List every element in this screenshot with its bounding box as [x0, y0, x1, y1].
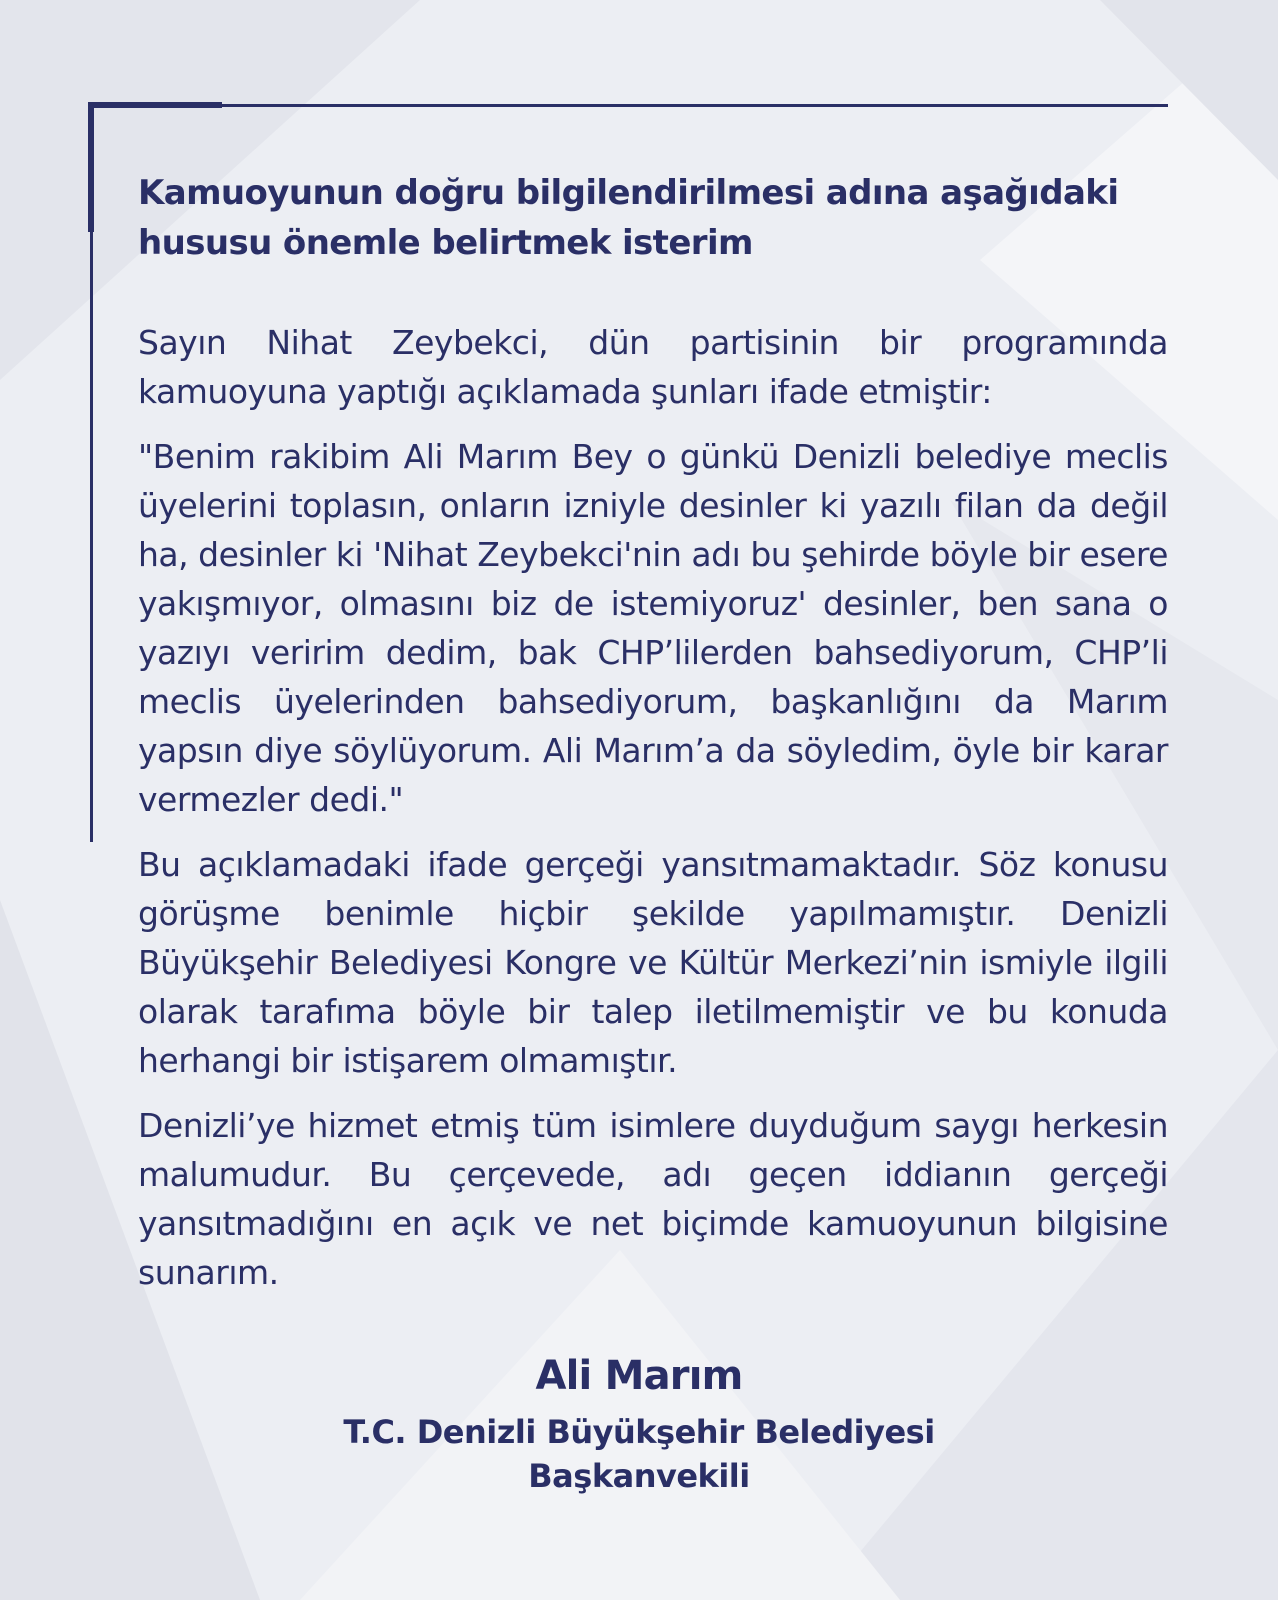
statement-body: [138, 168, 1168, 1313]
frame-left-accent: [88, 102, 94, 232]
signature-name: Ali Marım: [535, 1353, 743, 1399]
frame-top-accent: [88, 102, 222, 108]
signature-institution: T.C. Denizli Büyükşehir Belediyesi: [343, 1413, 935, 1451]
signature-block: [0, 1348, 1278, 1498]
paragraph-denial: Bu açıklamadaki ifade gerçeği yansıtmamaktadır. Söz konusu görüşme benimle hiçbir şekilde yapılmamıştır. Denizli Büyükşehir Belediyesi Kongre ve Kültür Merkezi’nin ismiyle ilgili olarak tarafıma böyle bir talep iletilmemiştir ve bu konuda herhangi bir istişarem olmamıştır.: [138, 845, 1168, 1080]
signature-title: Başkanvekili: [528, 1457, 750, 1495]
frame-left-line: [90, 230, 93, 842]
paragraph-quote: "Benim rakibim Ali Marım Bey o günkü Denizli belediye meclis üyelerini toplasın, onların izniyle desinler ki yazılı filan da değil ha, desinler ki 'Nihat Zeybekci'nin adı bu şehirde böyle bir esere yakışmıyor, olmasını biz de istemiyoruz' desinler, ben sana o yazıyı veririm dedim, bak CHP’lilerden bahsediyorum, CHP’li meclis üyelerinden bahsediyorum, başkanlığını da Marım yapsın diye söylüyorum. Ali Marım’a da söyledim, öyle bir karar vermezler dedi.": [138, 437, 1168, 819]
statement-heading: Kamuoyunun doğru bilgilendirilmesi adına aşağıdaki hususu önemle belirtmek isterim: [138, 173, 1119, 263]
paragraph-intro: Sayın Nihat Zeybekci, dün partisinin bir programında kamuoyuna yaptığı açıklamada şunları ifade etmiştir:: [138, 323, 1168, 411]
paragraph-closing: Denizli’ye hizmet etmiş tüm isimlere duyduğum saygı herkesin malumudur. Bu çerçevede, adı geçen iddianın gerçeği yansıtmadığını en açık ve net biçimde kamuoyunun bilgisine sunarım.: [138, 1106, 1168, 1292]
frame-top-line: [220, 104, 1168, 107]
